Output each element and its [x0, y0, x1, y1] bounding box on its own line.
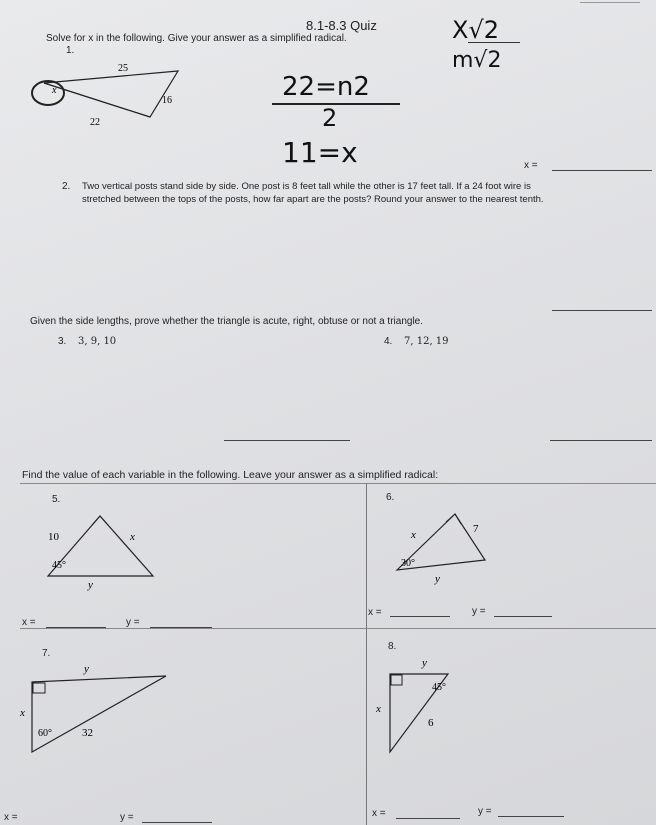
q1-bottom-label: 22 [90, 117, 100, 128]
q8-angle-label: 45° [432, 682, 446, 693]
q8-x-label: x [376, 703, 381, 715]
q5-y-answer-label: y = [126, 617, 140, 628]
grid-middle-rule [20, 628, 656, 629]
q3-values: 3, 9, 10 [78, 336, 117, 347]
q6-y-label: y [435, 573, 440, 585]
handwritten-answer: 11=x [282, 136, 358, 169]
q8-x-answer-blank[interactable] [396, 818, 460, 819]
q5-angle-label: 45° [52, 560, 66, 571]
q1-answer-label: x = [524, 160, 538, 171]
q7-x-label: x [20, 707, 25, 719]
q5-number: 5. [52, 494, 61, 505]
q1-number: 1. [66, 45, 75, 56]
q3-number: 3. [58, 336, 67, 347]
q4-values: 7, 12, 19 [404, 336, 449, 347]
q8-triangle-figure [368, 652, 468, 757]
q7-y-answer-blank[interactable] [142, 822, 212, 823]
q6-y-answer-blank[interactable] [494, 616, 552, 617]
q5-x-answer-label: x = [22, 617, 36, 628]
q5-right-angle [92, 516, 108, 525]
q5-x-answer-blank[interactable] [46, 627, 106, 628]
handwritten-note-2: m√2 [452, 48, 502, 73]
grid-top-rule [20, 483, 656, 484]
q8-number: 8. [388, 641, 397, 652]
top-rule [580, 2, 640, 3]
q6-y-answer-label: y = [472, 606, 486, 617]
solve-instruction: Solve for x in the following. Give your answer as a simplified radical. [46, 33, 347, 44]
q6-triangle-figure [385, 508, 495, 588]
q4-number: 4. [384, 336, 393, 347]
q3-answer-blank[interactable] [224, 440, 350, 441]
handwritten-denominator: 2 [322, 104, 338, 132]
q7-y-answer-label: y = [120, 812, 134, 823]
q7-triangle [32, 676, 166, 752]
q2-text-line1: Two vertical posts stand side by side. One post is 8 feet tall while the other is 17 feet tall. If a 24 foot wire is [82, 181, 531, 192]
q1-answer-blank[interactable] [552, 170, 652, 171]
q6-angle-label: 30° [401, 558, 415, 569]
q1-right-label: 16 [162, 95, 172, 106]
q5-side-label: 10 [48, 531, 59, 543]
q1-triangle-figure [30, 55, 190, 135]
q7-y-label: y [84, 663, 89, 675]
q1-x-label: x [52, 85, 57, 96]
q7-right-angle [33, 683, 45, 693]
quiz-title: 8.1-8.3 Quiz [306, 18, 377, 33]
q8-y-label: y [422, 657, 427, 669]
q6-x-label: x [411, 529, 416, 541]
q1-top-label: 25 [118, 63, 128, 74]
q6-number: 6. [386, 492, 395, 503]
handwritten-numerator: 22=n2 [282, 72, 370, 102]
q8-side-label: 6 [428, 717, 434, 729]
q2-text-line2: stretched between the tops of the posts, how far apart are the posts? Round your answer to the nearest tenth. [82, 194, 544, 205]
q7-angle-label: 60° [38, 728, 52, 739]
q7-triangle-figure [18, 660, 178, 760]
q8-y-answer-label: y = [478, 806, 492, 817]
q2-answer-blank[interactable] [552, 310, 652, 311]
q8-right-angle [391, 675, 402, 685]
handwritten-note-1: X√2 [452, 16, 500, 44]
q7-x-answer-label: x = [4, 812, 18, 823]
q5-y-answer-blank[interactable] [150, 627, 212, 628]
classify-instruction: Given the side lengths, prove whether the triangle is acute, right, obtuse or not a triangle. [30, 316, 424, 327]
q8-x-answer-label: x = [372, 808, 386, 819]
grid-center-rule [366, 483, 367, 825]
q7-side-label: 32 [82, 727, 93, 739]
handwritten-underline [468, 42, 520, 43]
q7-number: 7. [42, 648, 51, 659]
q8-y-answer-blank[interactable] [498, 816, 564, 817]
q6-side-label: 7 [473, 523, 479, 535]
variables-instruction: Find the value of each variable in the following. Leave your answer as a simplified radical: [22, 469, 439, 481]
q5-y-label: y [88, 579, 93, 591]
q6-x-answer-blank[interactable] [390, 616, 450, 617]
q5-triangle-figure [40, 510, 170, 595]
q6-x-answer-label: x = [368, 607, 382, 618]
q2-number: 2. [62, 181, 71, 192]
q4-answer-blank[interactable] [550, 440, 652, 441]
q5-x-label: x [130, 531, 135, 543]
